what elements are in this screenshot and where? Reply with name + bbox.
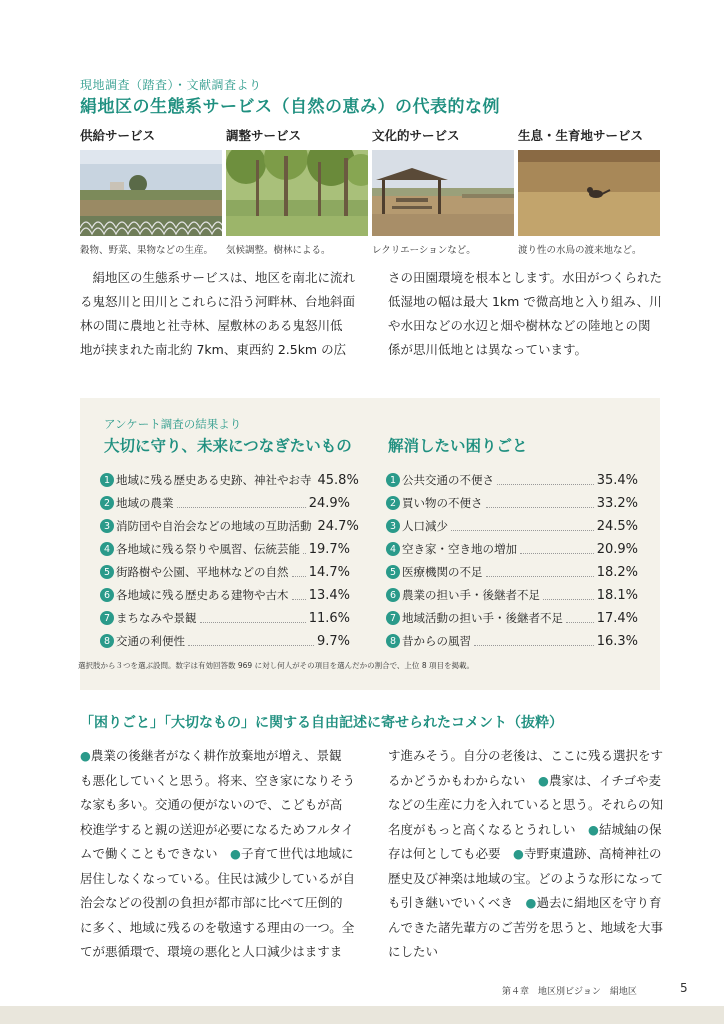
caption-regulating: 気候調整。樹林による。: [226, 245, 331, 256]
forest-photo: [226, 150, 368, 236]
rank-row: [386, 631, 638, 651]
rank-percent: 16.3%: [596, 633, 638, 649]
dot-leader: [486, 499, 594, 508]
gazebo-photo: [372, 150, 514, 236]
spacer: [526, 773, 539, 788]
rank-badge: 8: [386, 634, 400, 648]
rank-percent: 13.4%: [308, 587, 350, 603]
footer-chapter: 第４章 地区別ビジョン 絹地区: [502, 987, 637, 997]
rank-label: まちなみや景観: [116, 611, 197, 625]
comment-line: [388, 818, 663, 843]
dot-leader: [486, 568, 594, 577]
comment-text: 治会などの役割の負担が都市部に比べて圧倒的: [80, 895, 343, 910]
comment-text: 農家は、イチゴや麦: [548, 772, 661, 788]
comment-text: 子育て世代は地域に: [240, 846, 354, 861]
comment-line: [388, 891, 663, 916]
comment-text: んできた諸先輩方のご苦労を思うと、地域を大事: [388, 919, 664, 935]
comment-line: [388, 793, 663, 818]
rank-badge: 1: [100, 473, 114, 487]
comment-text: 校進学すると親の送迎が必要になるためフルタイ: [80, 821, 354, 837]
service-heading-cultural: 文化的サービス: [372, 128, 460, 143]
section-subtitle: 現地調査（踏査）・文献調査より: [80, 78, 262, 92]
comment-line: [388, 744, 663, 769]
rank-label: 公共交通の不便さ: [402, 473, 494, 487]
rank-row: [100, 585, 350, 605]
rank-row: [386, 493, 638, 513]
rank-badge: 4: [386, 542, 400, 556]
rank-row: [100, 470, 359, 490]
rank-row: [386, 562, 638, 582]
spacer: [513, 895, 526, 910]
bullet-icon: ●: [230, 846, 241, 861]
rank-badge: 3: [100, 519, 114, 533]
comment-text: す進みそう。自分の老後は、ここに残る選択をす: [388, 748, 664, 763]
bird-field-photo: [518, 150, 660, 236]
rank-percent: 17.4%: [596, 610, 638, 626]
text-line: 地が挟まれた南北約 7km、東西約 2.5km の広: [80, 342, 347, 357]
comment-text: 寺野東遺跡、高椅神社の: [523, 846, 662, 861]
comment-text: な家も多い。交通の便がないので、こどもが高: [80, 797, 343, 812]
rank-percent: 18.1%: [596, 587, 638, 603]
rank-badge: 8: [100, 634, 114, 648]
dot-leader: [520, 545, 594, 554]
comments-title: 「困りごと」「大切なもの」に関する自由記述に寄せられたコメント（抜粋）: [80, 715, 563, 731]
rank-badge: 4: [100, 542, 114, 556]
dot-leader: [566, 614, 594, 623]
caption-habitat: 渡り性の水鳥の渡来地など。: [518, 245, 642, 256]
rank-row: [386, 539, 638, 559]
text-line: や水田などの水辺と畑や樹林などの陸地との関: [388, 318, 651, 333]
dot-leader: [292, 568, 306, 577]
farm-field-photo: [80, 150, 222, 236]
rank-label: 地域活動の担い手・後継者不足: [402, 611, 563, 625]
comment-line: [388, 867, 663, 892]
rank-label: 街路樹や公園、平地林などの自然: [116, 565, 289, 579]
comment-line: [80, 793, 355, 818]
rank-row: [386, 585, 638, 605]
rank-percent: 20.9%: [596, 541, 638, 557]
comment-line: [80, 867, 355, 892]
bullet-icon: ●: [525, 895, 537, 910]
rank-row: [386, 608, 638, 628]
rank-row: [100, 539, 350, 559]
comment-line: [388, 940, 663, 965]
rank-percent: 45.8%: [317, 472, 359, 488]
rank-badge: 1: [386, 473, 400, 487]
comment-text: 存は何としても必要: [388, 846, 501, 861]
comment-text: 居住しなくなっている。住民は減少しているが自: [80, 870, 356, 886]
comment-line: [388, 916, 663, 941]
dot-leader: [292, 591, 306, 600]
rank-percent: 11.6%: [308, 610, 350, 626]
intro-paragraph-left: [80, 266, 355, 362]
dot-leader: [303, 545, 306, 554]
comment-text: てが悪循環で、環境の悪化と人口減少はますま: [80, 944, 343, 959]
rank-label: 地域に残る歴史ある史跡、神社やお寺: [116, 473, 312, 487]
rank-label: 医療機関の不足: [402, 565, 483, 579]
comment-line: [80, 842, 355, 867]
text-line: る鬼怒川と田川とこれらに沿う河畔林、台地斜面: [80, 294, 356, 309]
service-heading-regulating: 調整サービス: [226, 128, 302, 143]
caption-provisioning: 穀物、野菜、果物などの生産。: [80, 245, 214, 256]
survey-note: 選択肢から３つを選ぶ設問。数字は有効回答数 969 に対し何人がその項目を選んだかの割合で、上位 8 項目を掲載。: [78, 661, 474, 670]
rank-percent: 9.7%: [316, 633, 350, 649]
rank-row: [100, 608, 350, 628]
keep-title: 大切に守り、未来につなぎたいもの: [104, 437, 352, 455]
rank-badge: 6: [100, 588, 114, 602]
text-line: 林の間に農地と社寺林、屋敷林のある鬼怒川低: [80, 318, 343, 333]
rank-row: [100, 516, 359, 536]
comment-text: 農業の後継者がなく耕作放棄地が増え、景観: [90, 748, 342, 763]
service-heading-provisioning: 供給サービス: [80, 128, 156, 143]
rank-badge: 5: [100, 565, 114, 579]
comment-line: [80, 818, 355, 843]
comment-text: 名度がもっと高くなるとうれしい: [388, 821, 576, 837]
comment-text: 結城紬の保: [598, 821, 662, 837]
survey-subtitle: アンケート調査の結果より: [104, 417, 242, 431]
rank-badge: 5: [386, 565, 400, 579]
rank-badge: 6: [386, 588, 400, 602]
comment-text: るかどうかもわからない: [388, 772, 526, 788]
rank-badge: 3: [386, 519, 400, 533]
bullet-icon: ●: [80, 748, 91, 763]
comment-line: [388, 842, 663, 867]
comment-line: [80, 940, 355, 965]
rank-label: 各地域に残る祭りや風習、伝統芸能: [116, 542, 300, 556]
rank-badge: 7: [386, 611, 400, 625]
page-number: 5: [680, 981, 688, 995]
comments-left-column: [80, 744, 355, 965]
trouble-title: 解消したい困りごと: [388, 437, 528, 455]
rank-label: 交通の利便性: [116, 634, 185, 648]
dot-leader: [200, 614, 306, 623]
comment-line: [80, 916, 355, 941]
rank-label: 買い物の不便さ: [402, 496, 483, 510]
comments-right-column: [388, 744, 663, 965]
service-heading-habitat: 生息・生育地サービス: [518, 128, 644, 143]
rank-percent: 14.7%: [308, 564, 350, 580]
rank-percent: 24.7%: [317, 518, 359, 534]
rank-percent: 24.5%: [596, 518, 638, 534]
rank-label: 地域の農業: [116, 496, 174, 510]
survey-panel: [80, 398, 660, 690]
dot-leader: [497, 476, 594, 485]
rank-row: [386, 516, 638, 536]
comment-line: [80, 891, 355, 916]
comment-text: に多く、地域に残るのを敬遠する理由の一つ。全: [80, 919, 355, 935]
caption-cultural: レクリエーションなど。: [372, 245, 476, 256]
bottom-strip: [0, 1006, 724, 1024]
bullet-icon: ●: [513, 846, 524, 861]
comment-text: などの生産に力を入れていると思う。それらの知: [388, 797, 664, 812]
comment-line: [80, 744, 355, 769]
rank-badge: 7: [100, 611, 114, 625]
text-line: 絹地区の生態系サービスは、地区を南北に流れ: [80, 270, 356, 285]
rank-label: 昔からの風習: [402, 634, 471, 648]
comment-text: 過去に絹地区を守り育: [536, 895, 662, 910]
comment-text: ムで働くこともできない: [80, 846, 218, 861]
dot-leader: [177, 499, 306, 508]
rank-label: 空き家・空き地の増加: [402, 542, 517, 556]
dot-leader: [188, 637, 314, 646]
text-line: 低湿地の幅は最大 1km で微高地と入り組み、川: [388, 294, 662, 309]
dot-leader: [451, 522, 594, 531]
comment-text: も引き継いでいくべき: [388, 895, 514, 910]
comment-text: 歴史及び神楽は地域の宝。どのような形になって: [388, 870, 664, 886]
comment-text: にしたい: [388, 944, 439, 959]
rank-percent: 18.2%: [596, 564, 638, 580]
rank-percent: 24.9%: [308, 495, 350, 511]
dot-leader: [474, 637, 594, 646]
rank-row: [100, 562, 350, 582]
rank-badge: 2: [386, 496, 400, 510]
intro-paragraph-right: [388, 266, 662, 362]
rank-percent: 35.4%: [596, 472, 638, 488]
rank-label: 消防団や自治会などの地域の互助活動: [116, 519, 312, 533]
spacer: [501, 846, 514, 861]
rank-label: 各地域に残る歴史ある建物や古木: [116, 588, 289, 602]
rank-row: [100, 493, 350, 513]
comment-text: も悪化していくと思う。将来、空き家になりそう: [80, 772, 356, 788]
bullet-icon: ●: [588, 821, 599, 837]
rank-label: 人口減少: [402, 519, 448, 533]
bullet-icon: ●: [538, 772, 549, 788]
dot-leader: [543, 591, 594, 600]
rank-row: [100, 631, 350, 651]
spacer: [218, 846, 231, 861]
rank-percent: 33.2%: [596, 495, 638, 511]
text-line: 係が思川低地とは異なっています。: [388, 342, 588, 357]
rank-label: 農業の担い手・後継者不足: [402, 588, 540, 602]
comment-line: [80, 769, 355, 794]
rank-percent: 19.7%: [308, 541, 350, 557]
section-title: 絹地区の生態系サービス（自然の恵み）の代表的な例: [80, 97, 500, 117]
text-line: さの田園環境を根本とします。水田がつくられた: [388, 270, 663, 285]
rank-row: [386, 470, 638, 490]
comment-line: [388, 769, 663, 794]
spacer: [576, 822, 589, 837]
rank-badge: 2: [100, 496, 114, 510]
